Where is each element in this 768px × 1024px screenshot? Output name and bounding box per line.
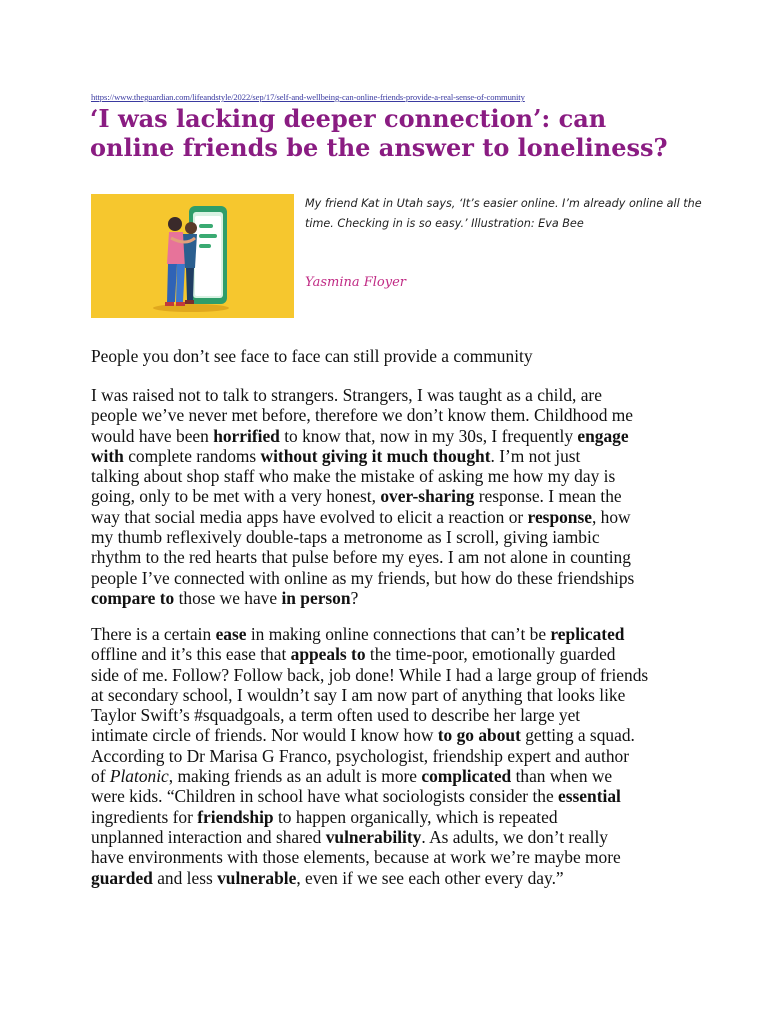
hugging-phone-illustration-icon (91, 194, 294, 318)
paragraph-line (91, 568, 711, 588)
text-run: talking about shop staff who make the mistake of asking me how my day is (91, 466, 616, 487)
text-run: my thumb reflexively double-taps a metronome as I scroll, giving iambic (91, 527, 600, 548)
article-headline: ‘I was lacking deeper connection’: can online friends be the answer to loneliness? (90, 104, 668, 162)
image-caption: My friend Kat in Utah says, ‘It’s easier online. I’m already online all the time. Checking in is so easy.’ Illustration: Eva Bee (305, 197, 702, 230)
text-run: , even if we see each other every day.” (296, 867, 564, 888)
bold-term: engage (577, 425, 629, 446)
article-standfirst: People you don’t see face to face can still provide a community (91, 346, 533, 366)
bold-term: horrified (213, 425, 280, 446)
bold-term: guarded (91, 867, 153, 888)
text-run: offline and it’s this ease that (91, 644, 291, 665)
bold-term: complicated (421, 766, 512, 787)
text-run: Taylor Swift’s #squadgoals, a term often used to describe her large yet (91, 705, 581, 726)
paragraph-line (91, 807, 711, 827)
text-run: way that social media apps have evolved to elicit a reaction or (91, 506, 528, 527)
text-run: According to Dr Marisa G Franco, psychologist, friendship expert and author (91, 745, 630, 766)
author-byline: Yasmina Floyer (305, 275, 406, 290)
paragraph-line (91, 827, 711, 847)
text-run: than when we (511, 766, 613, 787)
text-run: I was raised not to talk to strangers. Strangers, I was taught as a child, are (91, 385, 602, 405)
text-run: of (91, 766, 110, 787)
paragraph-line (91, 486, 711, 506)
text-run: rhythm to the red hearts that pulse before my eyes. I am not alone in counting (91, 547, 631, 568)
text-run: ingredients for (91, 806, 198, 827)
paragraph-line (91, 685, 711, 705)
body-paragraph-1 (91, 385, 711, 608)
text-run: ? (350, 587, 359, 608)
paragraph-line (91, 665, 711, 685)
text-run: . As adults, we don’t really (421, 826, 608, 847)
paragraph-line (91, 847, 711, 867)
article-url-link[interactable]: https://www.theguardian.com/lifeandstyle/2022/sep/17/self-and-wellbeing-can-online-friends-provide-a-real-sense-of-community (91, 92, 525, 102)
text-run: have environments with those elements, because at work we’re maybe more (91, 847, 621, 868)
paragraph-line (91, 624, 711, 644)
bold-term: to go about (437, 725, 521, 746)
paragraph-line (91, 644, 711, 664)
text-run: at secondary school, I wouldn’t say I am now part of anything that looks like (91, 684, 626, 705)
bold-term: appeals to (290, 644, 366, 665)
text-run: were kids. “Children in school have what sociologists consider the (91, 786, 559, 807)
bold-term: vulnerable (217, 867, 297, 888)
text-run: those we have (174, 587, 282, 608)
text-run: side of me. Follow? Follow back, job done! While I had a large group of friends (91, 664, 649, 685)
bold-term: friendship (197, 806, 274, 827)
paragraph-line (91, 588, 711, 608)
paragraph-line (91, 405, 711, 425)
text-run: intimate circle of friends. Nor would I know how (91, 725, 438, 746)
bold-term: with (91, 445, 124, 466)
text-run: to happen organically, which is repeated (273, 806, 558, 827)
text-run: unplanned interaction and shared (91, 826, 326, 847)
bold-term: in person (281, 587, 351, 608)
bold-term: compare to (91, 587, 175, 608)
paragraph-line (91, 507, 711, 527)
bold-term: vulnerability (325, 826, 422, 847)
text-run: and less (152, 867, 218, 888)
bold-term: essential (558, 786, 621, 807)
paragraph-line (91, 547, 711, 567)
paragraph-line (91, 385, 711, 405)
text-run: . I’m not just (490, 445, 581, 466)
text-run: , making friends as an adult is more (168, 766, 422, 787)
paragraph-line (91, 527, 711, 547)
paragraph-line (91, 868, 711, 888)
paragraph-line (91, 766, 711, 786)
text-run: would have been (91, 425, 214, 446)
paragraph-line (91, 466, 711, 486)
paragraph-line (91, 446, 711, 466)
bold-term: replicated (550, 624, 625, 644)
paragraph-line (91, 725, 711, 745)
italic-term: Platonic (109, 766, 169, 787)
text-run: people we’ve never met before, therefore we don’t know them. Childhood me (91, 405, 633, 426)
paragraph-line (91, 786, 711, 806)
text-run: getting a squad. (520, 725, 635, 746)
text-run: people I’ve connected with online as my friends, but how do these friendships (91, 567, 635, 588)
bold-term: ease (215, 624, 247, 644)
text-run: going, only to be met with a very honest, (91, 486, 381, 507)
paragraph-line (91, 746, 711, 766)
bold-term: without giving it much thought (260, 445, 491, 466)
bold-term: over-sharing (380, 486, 475, 507)
bold-term: response (527, 506, 592, 527)
hero-illustration (91, 194, 294, 318)
text-run: the time-poor, emotionally guarded (365, 644, 616, 665)
text-run: There is a certain (91, 624, 216, 644)
text-run: in making online connections that can’t be (246, 624, 551, 644)
paragraph-line (91, 705, 711, 725)
text-run: complete randoms (123, 445, 261, 466)
body-paragraph-2 (91, 624, 711, 888)
text-run: , how (591, 506, 631, 527)
text-run: to know that, now in my 30s, I frequently (279, 425, 578, 446)
text-run: response. I mean the (474, 486, 622, 507)
paragraph-line (91, 426, 711, 446)
